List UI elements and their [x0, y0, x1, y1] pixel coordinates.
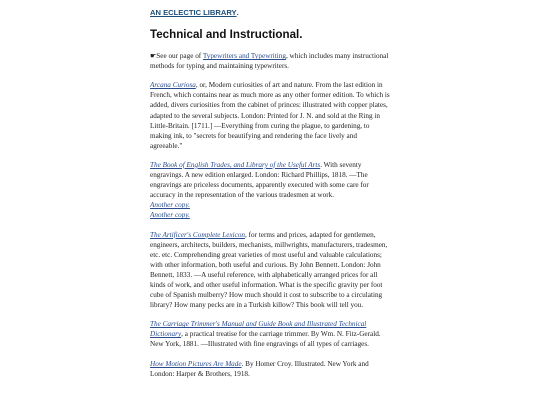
book-title: How Motion Pictures Are Made	[150, 359, 242, 368]
book-title-link[interactable]	[150, 81, 196, 89]
book-title: The Artificer's Complete Lexicon	[150, 230, 246, 239]
page-content	[150, 8, 390, 388]
book-title-link[interactable]	[150, 161, 320, 169]
page-title: Technical and Instructional.	[150, 28, 303, 42]
another-copy-link[interactable]	[150, 210, 390, 220]
intro-post-text: , which includes many instructional methods for typing and maintaining typewriters.	[150, 52, 389, 71]
intro-pre-text: See our page of	[156, 52, 203, 61]
book-entry	[150, 359, 390, 379]
book-title: Arcana Curiosa	[150, 81, 196, 90]
book-description: , a practical treatise for the carriage trimmer. By Wm. N. Fitz-Gerald. New York, 1881. —Illustrated with fine engravings of all types of carriages.	[150, 330, 381, 349]
another-copy-label: Another copy.	[150, 201, 190, 210]
book-title-link[interactable]	[150, 360, 242, 368]
site-link-period: .	[236, 8, 239, 17]
copies-list	[150, 200, 390, 220]
site-home-link[interactable]: AN ECLECTIC LIBRARY	[150, 8, 237, 17]
book-entry	[150, 80, 390, 151]
book-entry	[150, 230, 390, 311]
another-copy-label: Another copy.	[150, 211, 190, 220]
book-description: , for terms and prices, adapted for gentlemen, engineers, architects, builders, mechanists, millwrights, manufacturers, tradesmen, etc. etc. Comprehending great varieties of most useful and valuable calculations; with other information, both useful and curious. By John Bennett. London: John Bennett, 1833. —A useful reference, with alphabetically arranged prices for all kinds of work, and other useful information. What is the specific gravity per foot cube of Spanish mulberry? How much should it cost to subscribe to a circulating library? How many pecks are in a Turkish killow? This book will tell you.	[150, 230, 388, 310]
book-entry	[150, 319, 390, 349]
book-description: , or, Modern curiosities of art and nature. From the last edition in French, which contains near as much more as any other former edition. To which is added, divers curiosities from the cabinet of princes: illustrated with copper plates, adapted to the several subjects. London: Printed for J. N. and sold at the Ring in Little-Britain. [1711.] —Everything from curing the plague, to gardening, to making ink, to "secrets for beautifying and rendering the face lively and agreeable."	[150, 81, 390, 150]
book-description: . With seventy engravings. A new edition enlarged. London: Richard Phillips, 1818. —The engravings are priceless documents, apparently executed with some care for accuracy in the representation of the various tradesmen at work.	[150, 160, 369, 200]
book-title: The Book of English Trades, and Library of the Useful Arts	[150, 160, 321, 169]
intro-paragraph	[150, 51, 390, 71]
another-copy-link[interactable]	[150, 200, 390, 210]
book-title: The Carriage Trimmer's Manual and Guide Book and Illustrated Technical Dictionary	[150, 320, 367, 339]
book-title-link[interactable]	[150, 231, 245, 239]
book-description: . By Homer Croy. Illustrated. New York and London: Harper & Brothers, 1918.	[150, 359, 369, 378]
pointing-hand-icon: ☛	[150, 52, 157, 61]
typewriters-link[interactable]: Typewriters and Typewriting	[202, 52, 286, 61]
book-entry	[150, 160, 390, 200]
